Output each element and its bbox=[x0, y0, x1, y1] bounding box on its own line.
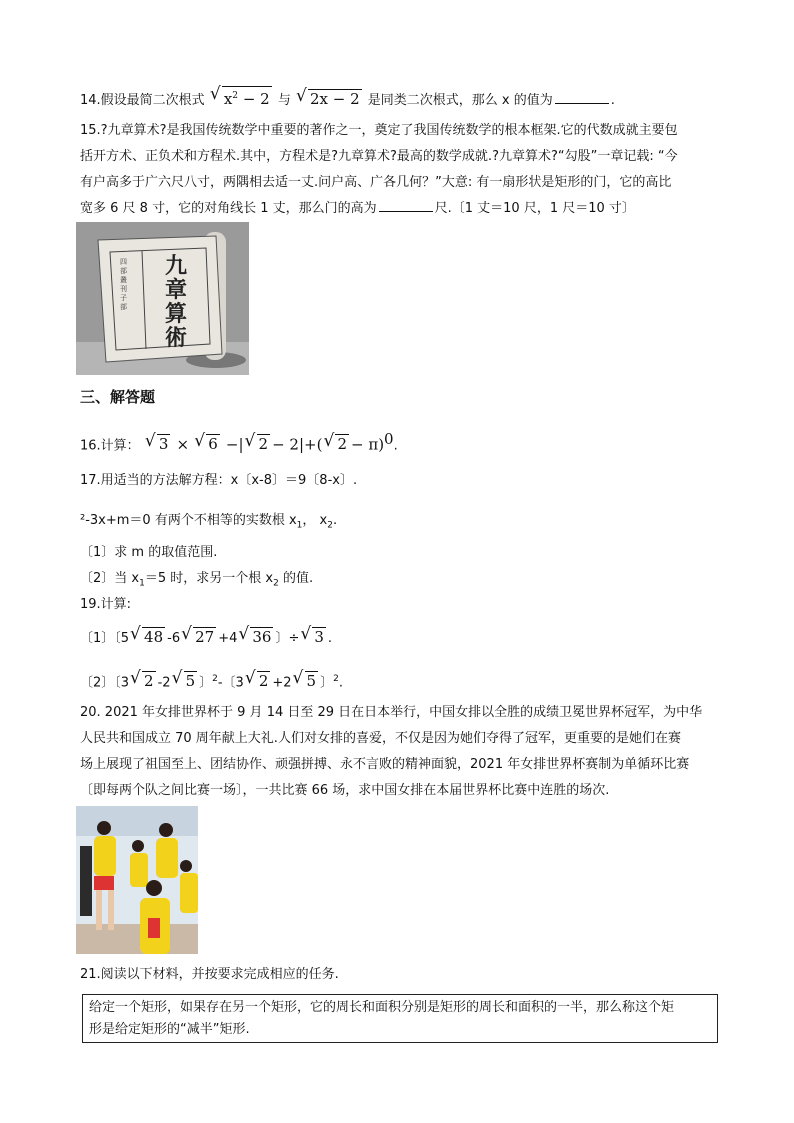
volleyball-illustration bbox=[76, 806, 198, 954]
book-photo bbox=[76, 222, 249, 375]
q20-line4: 〔即每两个队之间比赛一场〕，一共比赛 66 场，求中国女排在本届世界杯比赛中连胜的场次. bbox=[80, 783, 610, 798]
q15-line2: 括开方术、正负术和方程术.其中，方程术是?九章算术?最高的数学成就.?九章算术?“勾股”一章记载: “今 bbox=[80, 149, 678, 164]
question-14: 14.假设最简二次根式 √ $x^2 - 2$ 与 √ 2x − 2 是同类二次根式，那么 x 的值为 . bbox=[80, 86, 615, 112]
question-19-part1: 〔1〕〔5√ 48 -6√ 27 +4√ 36 〕÷√ 3 . bbox=[80, 626, 332, 650]
question-18-part1: 〔1〕求 m 的取值范围. bbox=[80, 545, 218, 560]
q14-answer-blank bbox=[555, 89, 609, 104]
section-3-title: 三、解答题 bbox=[80, 388, 156, 406]
q14-radical-2: √ 2x − 2 bbox=[297, 88, 362, 110]
q15-line3: 有户高多于广六尺八寸，两隅相去适一丈.问户高、广各几何？”大意: 有一扇形状是矩形的门，它的高比 bbox=[80, 175, 672, 190]
q21-box-line2: 形是给定矩形的“减半”矩形. bbox=[89, 1022, 250, 1037]
q21-material-box bbox=[82, 994, 718, 1043]
q14-radical-1: √ $x^2 - 2$ bbox=[211, 86, 272, 110]
question-15 bbox=[80, 118, 720, 222]
question-19-label: 19.计算: bbox=[80, 597, 132, 612]
question-19-part2: 〔2〕〔3√ 2 -2√ 5 〕$^2$-〔3√ 2 +2√ 5 〕$^2$. bbox=[80, 668, 343, 694]
q14-text-b: 与 bbox=[277, 93, 291, 108]
q14-text-a: 14.假设最简二次根式 bbox=[80, 93, 205, 108]
question-18-part2: 〔2〕当 $x_1=5$ 时，求另一个根 $x_2$ 的值. bbox=[80, 571, 314, 589]
question-18-stem: ²-3x+m＝0 有两个不相等的实数根 $x_1$， $x_2$. bbox=[80, 513, 338, 531]
q15-line1: 15.?九章算术?是我国传统数学中重要的著作之一，奠定了我国传统数学的根本框架.它的代数成就主要包 bbox=[80, 123, 678, 138]
q20-line3: 场上展现了祖国至上、团结协作、顽强拼搏、永不言败的精神面貌，2021 年女排世界杯赛制为单循环比赛 bbox=[80, 757, 690, 772]
volleyball-photo bbox=[76, 806, 198, 954]
book-title: 九 章 算 術 bbox=[164, 253, 187, 351]
q15-line4: 宽多 6 尺 8 寸，它的对角线长 1 丈，那么门的高为 尺.〔1 丈＝10 尺，1 尺＝10 寸〕 bbox=[80, 196, 720, 222]
q20-line1: 20. 2021 年女排世界杯于 9 月 14 日至 29 日在日本举行，中国女排以全胜的成绩卫冕世界杯冠军，为中华 bbox=[80, 705, 703, 720]
question-16: 16.计算： √ 3 × √ 6 −|√ 2 − 2|+(√ 2 − π)$^0$. bbox=[80, 428, 398, 457]
question-21-intro: 21.阅读以下材料，并按要求完成相应的任务. bbox=[80, 967, 339, 982]
question-17: 17.用适当的方法解方程：x〔x-8〕＝9〔8-x〕. bbox=[80, 473, 358, 488]
q15-answer-blank bbox=[379, 197, 433, 212]
book-side-text: 四部叢刊子部 bbox=[120, 258, 127, 311]
q21-box-line1: 给定一个矩形，如果存在另一个矩形，它的周长和面积分别是矩形的周长和面积的一半，那么称这个矩 bbox=[89, 1000, 675, 1015]
question-20 bbox=[80, 700, 720, 804]
q20-line2: 人民共和国成立 70 周年献上大礼.人们对女排的喜爱，不仅是因为她们夺得了冠军，更重要的是她们在赛 bbox=[80, 731, 681, 746]
q14-text-c: 是同类二次根式，那么 x 的值为 bbox=[367, 93, 553, 108]
